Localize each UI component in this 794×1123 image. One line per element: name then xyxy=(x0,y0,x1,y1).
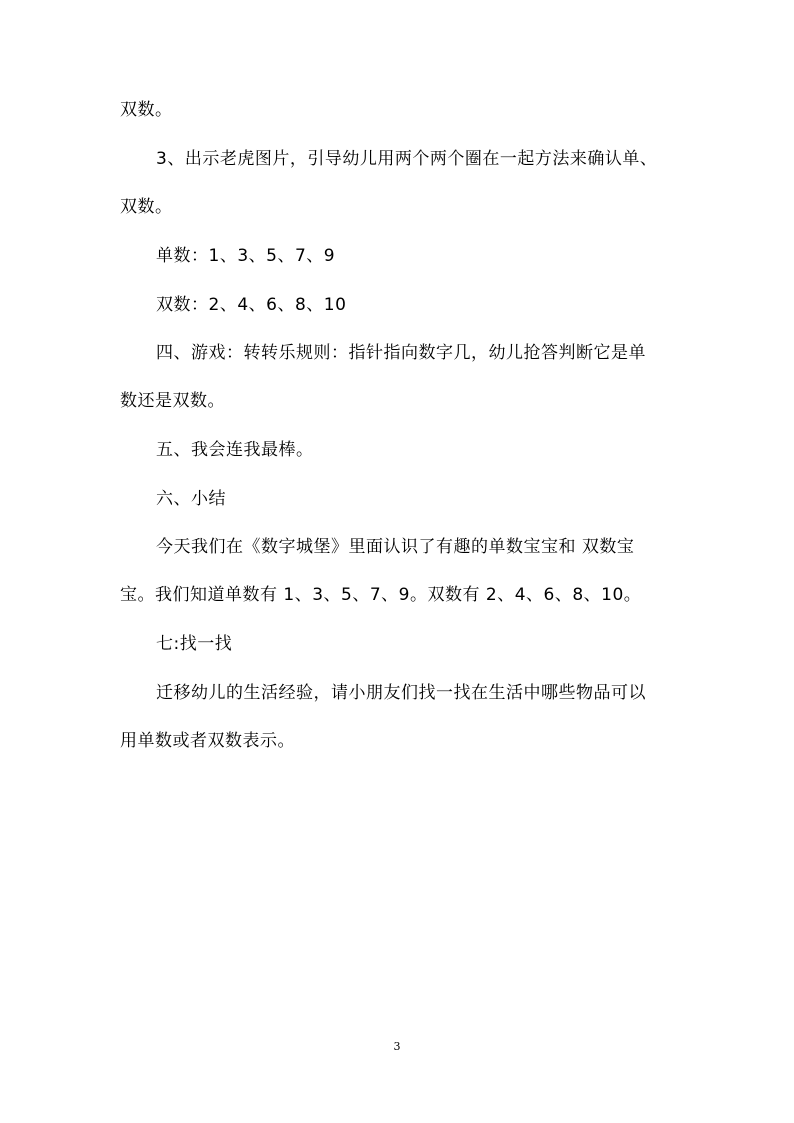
text-line: 宝。我们知道单数有 1、3、5、7、9。双数有 2、4、6、8、10。 xyxy=(120,585,642,605)
text-line: 双数：2、4、6、8、10 xyxy=(156,295,347,315)
text-line: 数还是双数。 xyxy=(120,391,225,411)
text-line: 3、出示老虎图片，引导幼儿用两个两个圈在一起方法来确认单、 xyxy=(156,149,658,169)
text-line: 今天我们在《数字城堡》里面认识了有趣的单数宝宝和 双数宝 xyxy=(156,537,635,557)
section-heading: 七:找一找 xyxy=(156,634,233,654)
text-line: 用单数或者双数表示。 xyxy=(120,731,295,751)
text-line: 双数。 xyxy=(120,197,173,217)
text-line: 双数。 xyxy=(120,100,173,120)
text-line: 迁移幼儿的生活经验，请小朋友们找一找在生活中哪些物品可以 xyxy=(156,683,646,703)
text-line: 四、游戏：转转乐规则：指针指向数字几，幼儿抢答判断它是单 xyxy=(156,343,646,363)
text-line: 单数：1、3、5、7、9 xyxy=(156,246,336,266)
text-line: 五、我会连我最棒。 xyxy=(156,440,314,460)
page-number: 3 xyxy=(393,1040,401,1053)
section-heading: 六、小结 xyxy=(156,489,226,509)
